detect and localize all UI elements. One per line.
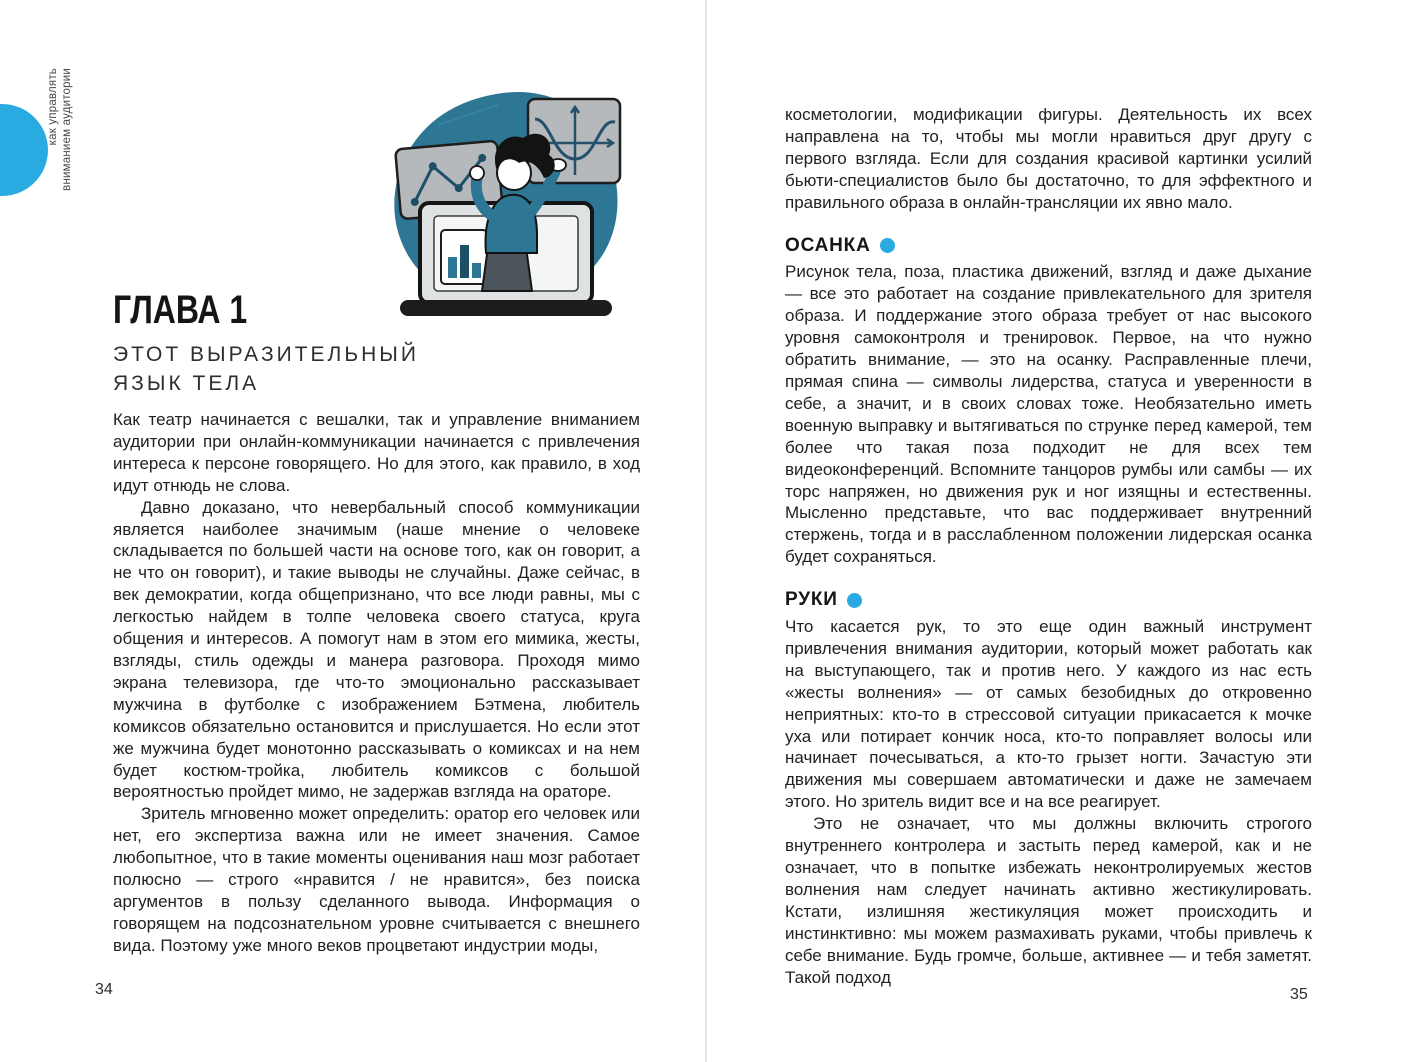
section-heading-osanka [785,235,1312,257]
illustration-svg [378,85,628,325]
chapter-title-line1: ЭТОТ ВЫРАЗИТЕЛЬНЫЙ [113,343,419,366]
left-page-number: 34 [95,981,113,998]
running-header-line1: как управлять [47,68,59,146]
ruki-paragraph-1: Что касается рук, то это еще один важный инструмент привлечения внимания аудитории, который может работать как на выступающего, так и против него. У каждого из нас есть «жесты волнения» — от самых безобидных до откровенно неприятных: кто-то в стрессовой ситуации прикасается к мочке уха или потирает кончик носа, кто-то поправляет волосы или начинает почесываться, а кто-то грызет ногти. Зачастую эти движения мы совершаем автоматически и даже не замечаем этого. Но зритель видит все и на все реагирует. [785,617,1312,812]
right-intro-paragraph: косметологии, модификации фигуры. Деятельность их всех направлена на то, чтобы мы могли нравиться друг другу с первого взгляда. Если для создания красивой картинки усилий бьюти-специалистов было бы достаточно, то для эффектного и правильного образа в онлайн-трансляции их явно мало. [785,105,1312,212]
chapter-illustration [378,85,628,325]
chapter-title-line2: ЯЗЫК ТЕЛА [113,372,260,395]
running-header-line2: вниманием аудитории [61,68,73,191]
person-left-hand [470,166,484,180]
osanka-paragraph-1: Рисунок тела, поза, пластика движений, взгляд и даже дыхание — все это работает на создание привлекательного для зрителя образа. И поддержание этого образа требует от нас высокого уровня самоконтроля и тренировок. Первое, на что нужно обратить внимание, — это на осанку. Расправленные плечи, прямая спина — символы лидерства, статуса и уверенности в себе, а значит, и в своих словах тоже. Необязательно иметь военную выправку и вытягиваться по струнке перед камерой, тем более что такая поза подходит не для всех тем видеоконференций. Вспомните танцоров румбы или самбы — их торс напряжен, но движения рук и ног изящны и естественны. Мысленно представьте, что вас поддерживает внутренний стержень, тогда и в расслабленном положении лидерская осанка будет сохраняться. [785,262,1312,567]
chapter-kicker: ГЛАВА 1 [113,288,248,332]
section-heading-ruki-label: РУКИ [785,589,838,611]
running-header [46,68,76,216]
section-accent-dot [880,238,895,253]
bar-chart [441,230,487,284]
laptop-base [400,300,612,316]
right-page-body [785,104,1312,988]
page-gutter-divider [705,0,707,1062]
left-paragraph-1: Как театр начинается с вешалки, так и управление вниманием аудитории при онлайн-коммуникации начинается с привлечения интереса к персоне говорящего. Но для этого, как правило, в ход идут отнюдь не слова. [113,410,640,495]
section-heading-ruki [785,589,1312,611]
right-page-number: 35 [1290,986,1308,1003]
ruki-paragraph-2: Это не означает, что мы должны включить строгого внутреннего контролера и застыть перед камерой, как и не означает, что в попытке избежать неконтролируемых жестов волнения нам следует начинать активно жестикулировать. Кстати, излишняя жестикуляция может происходить и инстинктивно: мы можем размахивать руками, чтобы привлечь к себе внимание. Будь громче, больше, активнее — и тебя заметят. Такой подход [785,814,1312,987]
left-paragraph-3: Зритель мгновенно может определить: оратор его человек или нет, его экспертиза важна или не имеет значения. Самое любопытное, что в такие моменты оценивания наш мозг работает полюсно — строго «нравится / не нравится», без поиска аргументов в пользу сделанного вывода. Информация о говорящем на подсознательном уровне считывается с внешнего вида. Поэтому уже много веков процветают индустрии моды, [113,804,640,955]
chapter-title [113,340,419,398]
decorative-circle [0,104,48,196]
section-heading-osanka-label: ОСАНКА [785,234,871,256]
section-accent-dot [847,593,862,608]
left-page-body [113,409,640,957]
left-paragraph-2: Давно доказано, что невербальный способ коммуникации является наиболее значимым (наше мнение о человеке складывается по большей части на основе того, как он говорит, а не что он говорит), и такие выводы не случайны. Даже сейчас, в век демократии, когда общепризнано, что все люди равны, мы с легкостью найдем в толпе человека своего статуса, круга общения и интересов. А помогут нам в этом его мимика, жесты, взгляды, стиль одежды и манера разговора. Проходя мимо экрана телевизора, где что-то эмоционально рассказывает мужчина в футболке с изображением Бэтмена, любитель комиксов обязательно остановится и прислушается. Но если этот же мужчина будет монотонно рассказывать о комиксах и на нем будет костюм-тройка, любитель комиксов с большой вероятностью пройдет мимо, не задержав взгляда на ораторе. [113,497,640,802]
